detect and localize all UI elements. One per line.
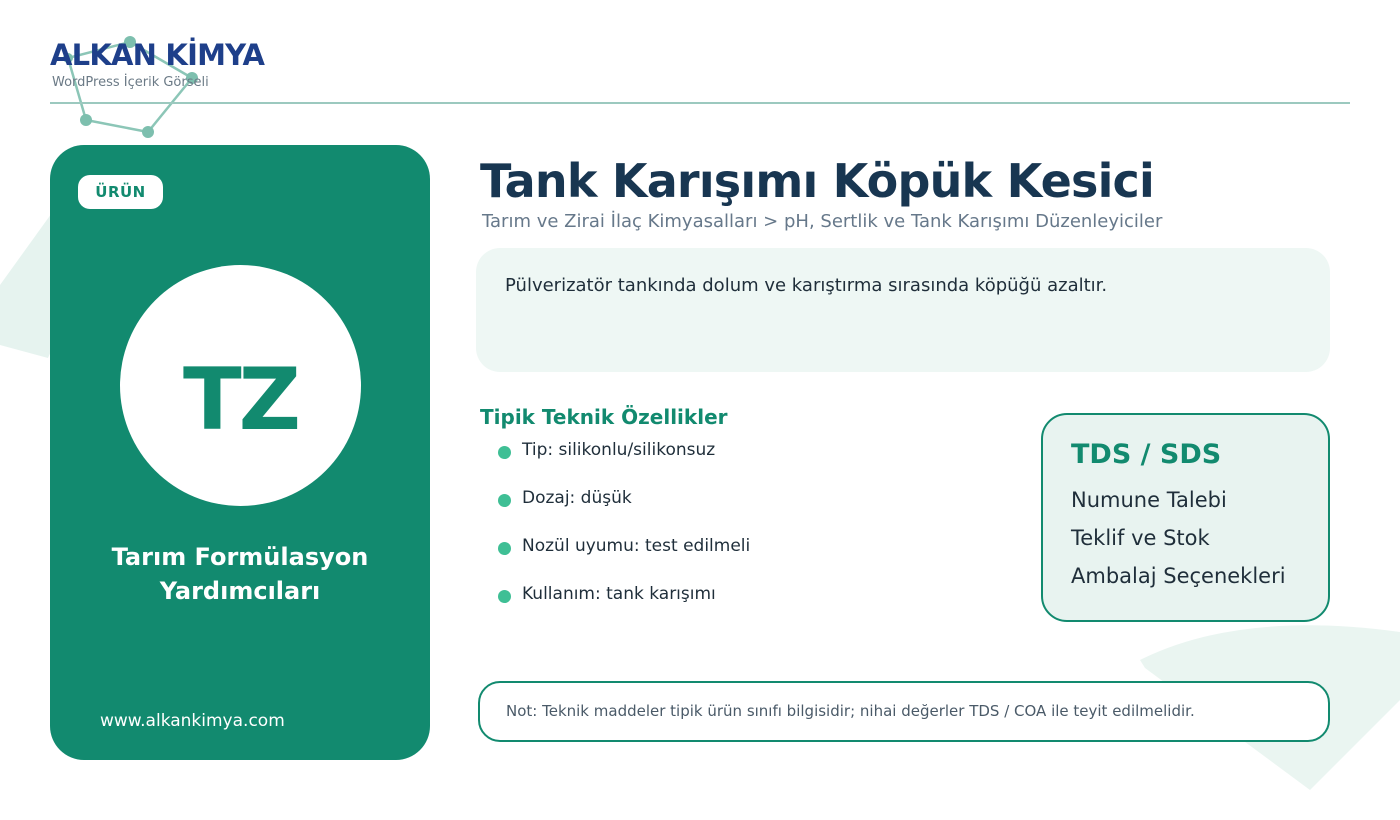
description-box [476, 248, 1330, 372]
list-item [498, 584, 750, 632]
website-url[interactable]: www.alkankimya.com [100, 711, 285, 731]
category-initials: TZ [182, 349, 299, 450]
sample-request-link[interactable]: Numune Talebi [1071, 488, 1227, 512]
product-title: Tank Karışımı Köpük Kesici [480, 154, 1154, 208]
product-description: Pülverizatör tankında dolum ve karıştırma sırasında köpüğü azaltır. [505, 275, 1108, 296]
note-box [478, 681, 1330, 742]
initials-circle [120, 265, 361, 506]
spec-text: Nozül uyumu: test edilmeli [522, 536, 751, 556]
tds-sds-link[interactable]: TDS / SDS [1071, 439, 1222, 470]
bullet-dot-icon [498, 590, 511, 603]
category-title-line2: Yardımcıları [159, 577, 321, 605]
bullet-dot-icon [498, 494, 511, 507]
documents-panel [1041, 413, 1330, 622]
packaging-options-link[interactable]: Ambalaj Seçenekleri [1071, 564, 1286, 588]
brand-subtitle: WordPress İçerik Görseli [52, 75, 209, 90]
brand-name: ALKAN KİMYA [50, 38, 265, 72]
specs-list [498, 440, 750, 632]
category-card [50, 145, 430, 760]
spec-text: Tip: silikonlu/silikonsuz [522, 440, 716, 460]
category-title-line1: Tarım Formülasyon [111, 543, 369, 571]
spec-text: Dozaj: düşük [522, 488, 632, 508]
brand-header [50, 38, 264, 90]
list-item [498, 440, 750, 488]
list-item [498, 488, 750, 536]
breadcrumb: Tarım ve Zirai İlaç Kimyasalları > pH, Sertlik ve Tank Karışımı Düzenleyiciler [482, 211, 1163, 232]
bullet-dot-icon [498, 542, 511, 555]
bullet-dot-icon [498, 446, 511, 459]
spec-text: Kullanım: tank karışımı [522, 584, 716, 604]
specs-title: Tipik Teknik Özellikler [480, 405, 728, 429]
quote-stock-link[interactable]: Teklif ve Stok [1071, 526, 1210, 550]
list-item [498, 536, 750, 584]
category-title [50, 540, 430, 608]
header-divider [50, 102, 1350, 104]
note-text: Not: Teknik maddeler tipik ürün sınıfı bilgisidir; nihai değerler TDS / COA ile teyit edilmelidir. [506, 702, 1195, 720]
product-badge: ÜRÜN [78, 175, 163, 209]
